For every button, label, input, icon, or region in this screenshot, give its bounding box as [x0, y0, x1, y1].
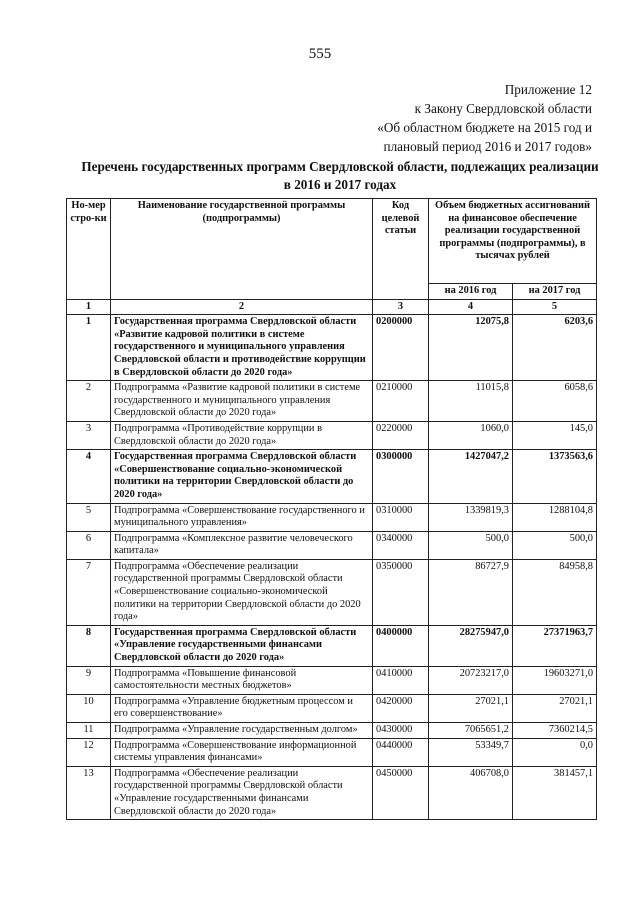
budget-2017-cell: 6058,6: [513, 381, 597, 422]
row-number-cell: 9: [67, 666, 111, 694]
row-number-cell: 12: [67, 738, 111, 766]
budget-2017-cell: 84958,8: [513, 559, 597, 625]
page-number: 555: [308, 46, 332, 62]
row-number-cell: 6: [67, 531, 111, 559]
column-index: 4: [429, 299, 513, 315]
budget-2016-cell: 1339819,3: [429, 503, 513, 531]
budget-2016-cell: 406708,0: [429, 766, 513, 819]
budget-2017-cell: 145,0: [513, 421, 597, 449]
budget-2017-cell: 500,0: [513, 531, 597, 559]
table-row: [67, 450, 597, 503]
title-line: в 2016 и 2017 годах: [283, 177, 397, 192]
header-budget-volume: Объем бюджетных ассигнований на финансовое обеспечение реализации государственной программы (подпрограммы), в тысячах рублей: [429, 199, 597, 284]
table-row: [67, 503, 597, 531]
budget-2016-cell: 86727,9: [429, 559, 513, 625]
target-code-cell: 0300000: [373, 450, 429, 503]
program-name-cell: Государственная программа Свердловской области «Развитие кадровой политики в системе государственного и муниципального управления Свердловской области и противодействие коррупции в Свердловской области до 2020 года»: [111, 315, 373, 381]
program-name-cell: Подпрограмма «Противодействие коррупции в Свердловской области до 2020 года»: [111, 421, 373, 449]
budget-2017-cell: 27371963,7: [513, 625, 597, 666]
target-code-cell: 0340000: [373, 531, 429, 559]
appendix-block: [377, 80, 592, 156]
target-code-cell: 0420000: [373, 694, 429, 722]
budget-2016-cell: 7065651,2: [429, 723, 513, 739]
appendix-line: Приложение 12: [504, 82, 592, 97]
column-index: 5: [513, 299, 597, 315]
program-name-cell: Подпрограмма «Повышение финансовой самостоятельности местных бюджетов»: [111, 666, 373, 694]
target-code-cell: 0400000: [373, 625, 429, 666]
header-year-2017: на 2017 год: [513, 284, 597, 300]
appendix-line: к Закону Свердловской области: [414, 101, 592, 116]
budget-2016-cell: 53349,7: [429, 738, 513, 766]
row-number-cell: 5: [67, 503, 111, 531]
program-name-cell: Подпрограмма «Управление государственным долгом»: [111, 723, 373, 739]
row-number-cell: 7: [67, 559, 111, 625]
budget-2016-cell: 1427047,2: [429, 450, 513, 503]
target-code-cell: 0350000: [373, 559, 429, 625]
budget-2016-cell: 28275947,0: [429, 625, 513, 666]
row-number-cell: 8: [67, 625, 111, 666]
row-number-cell: 13: [67, 766, 111, 819]
target-code-cell: 0450000: [373, 766, 429, 819]
table-row: [67, 421, 597, 449]
row-number-cell: 10: [67, 694, 111, 722]
program-name-cell: Подпрограмма «Развитие кадровой политики в системе государственного и муниципального управления Свердловской области до 2020 года»: [111, 381, 373, 422]
appendix-line: «Об областном бюджете на 2015 год и: [377, 120, 592, 135]
budget-2017-cell: 0,0: [513, 738, 597, 766]
program-name-cell: Подпрограмма «Комплексное развитие человеческого капитала»: [111, 531, 373, 559]
table-row: [67, 766, 597, 819]
budget-2017-cell: 6203,6: [513, 315, 597, 381]
table-row: [67, 531, 597, 559]
budget-2017-cell: 19603271,0: [513, 666, 597, 694]
budget-2016-cell: 500,0: [429, 531, 513, 559]
header-year-2016: на 2016 год: [429, 284, 513, 300]
program-name-cell: Подпрограмма «Обеспечение реализации государственной программы Свердловской области «Совершенствование социально-экономической политики на территории Свердловской области до 2020 года»: [111, 559, 373, 625]
target-code-cell: 0210000: [373, 381, 429, 422]
row-number-cell: 3: [67, 421, 111, 449]
table-row: [67, 315, 597, 381]
programs-table: [66, 198, 597, 820]
program-name-cell: Подпрограмма «Обеспечение реализации государственной программы Свердловской области «Управление государственными финансами Свердловской области до 2020 года»: [111, 766, 373, 819]
budget-2017-cell: 1288104,8: [513, 503, 597, 531]
header-code: Код целевой статьи: [373, 199, 429, 300]
budget-2016-cell: 11015,8: [429, 381, 513, 422]
budget-2017-cell: 1373563,6: [513, 450, 597, 503]
column-index: 1: [67, 299, 111, 315]
row-number-cell: 1: [67, 315, 111, 381]
program-name-cell: Подпрограмма «Совершенствование информационной системы управления финансами»: [111, 738, 373, 766]
row-number-cell: 11: [67, 723, 111, 739]
table-row: [67, 723, 597, 739]
budget-2017-cell: 381457,1: [513, 766, 597, 819]
table-body: [67, 315, 597, 820]
table-row: [67, 738, 597, 766]
target-code-cell: 0430000: [373, 723, 429, 739]
target-code-cell: 0310000: [373, 503, 429, 531]
target-code-cell: 0410000: [373, 666, 429, 694]
budget-2017-cell: 27021,1: [513, 694, 597, 722]
table-row: [67, 559, 597, 625]
target-code-cell: 0220000: [373, 421, 429, 449]
target-code-cell: 0200000: [373, 315, 429, 381]
table-row: [67, 666, 597, 694]
column-index: 3: [373, 299, 429, 315]
table-row: [67, 625, 597, 666]
title-line: Перечень государственных программ Свердловской области, подлежащих реализации: [81, 159, 599, 174]
table-row: [67, 694, 597, 722]
row-number-cell: 2: [67, 381, 111, 422]
header-program-name: Наименование государственной программы (подпрограммы): [111, 199, 373, 300]
header-row-number: Но-мер стро-ки: [67, 199, 111, 300]
appendix-line: плановый период 2016 и 2017 годов»: [383, 139, 592, 154]
program-name-cell: Подпрограмма «Совершенствование государственного и муниципального управления»: [111, 503, 373, 531]
budget-2016-cell: 27021,1: [429, 694, 513, 722]
document-title: [60, 158, 620, 194]
program-name-cell: Подпрограмма «Управление бюджетным процессом и его совершенствование»: [111, 694, 373, 722]
budget-2016-cell: 12075,8: [429, 315, 513, 381]
target-code-cell: 0440000: [373, 738, 429, 766]
budget-2016-cell: 20723217,0: [429, 666, 513, 694]
program-name-cell: Государственная программа Свердловской области «Совершенствование социально-экономической политики на территории Свердловской области до 2020 года»: [111, 450, 373, 503]
column-index: 2: [111, 299, 373, 315]
program-name-cell: Государственная программа Свердловской области «Управление государственными финансами Свердловской области до 2020 года»: [111, 625, 373, 666]
budget-2017-cell: 7360214,5: [513, 723, 597, 739]
row-number-cell: 4: [67, 450, 111, 503]
budget-2016-cell: 1060,0: [429, 421, 513, 449]
table-row: [67, 381, 597, 422]
